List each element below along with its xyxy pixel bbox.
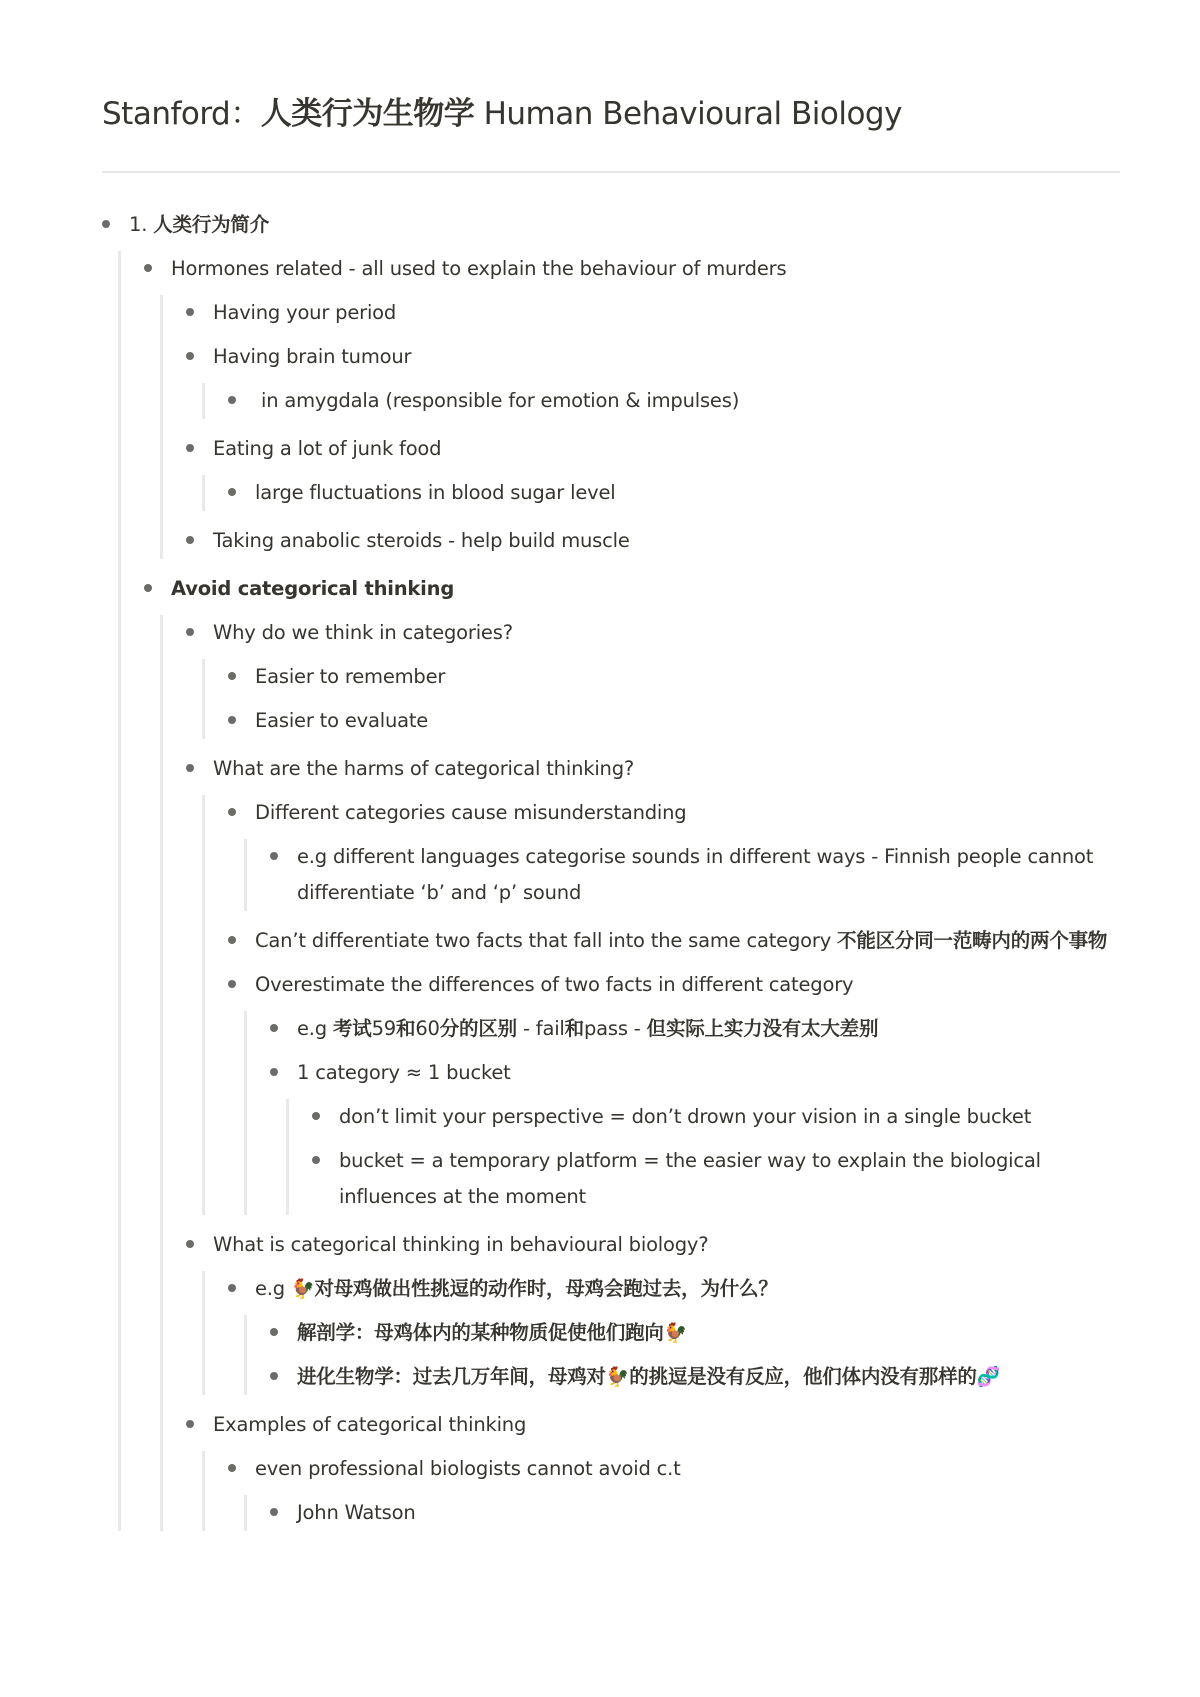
- list-item-bucket: [270, 1055, 1122, 1215]
- title-prefix: Stanford：: [102, 96, 261, 132]
- exam-eg-cn-2: 和: [396, 1017, 416, 1040]
- list-item-evaluate: [228, 703, 1122, 739]
- exam-eg-prefix: e.g: [297, 1017, 333, 1040]
- examples-children: [202, 1451, 1122, 1531]
- title-english: Human Behavioural Biology: [474, 96, 902, 132]
- list-item-harms: [186, 751, 1122, 1215]
- list-item-blood-sugar: [228, 475, 1122, 511]
- list-item-what-is: [186, 1227, 1122, 1395]
- list-item-why: [186, 615, 1122, 739]
- professional-children: [244, 1495, 1122, 1531]
- exam-eg-cn-1: 考试: [332, 1017, 372, 1040]
- anatomy-text: 解剖学：母鸡体内的某种物质促使他们跑向: [297, 1321, 664, 1344]
- section-heading: [129, 207, 1122, 243]
- title-chinese: 人类行为生物学: [260, 96, 475, 132]
- hen-example-label: [255, 1271, 1122, 1307]
- anatomy-label: [297, 1315, 1122, 1351]
- watson-text: John Watson: [297, 1501, 416, 1524]
- bucket-1-text: don’t limit your perspective = don’t drown your vision in a single bucket: [339, 1105, 1032, 1128]
- list-item-harm-1-example: [270, 839, 1122, 911]
- evaluate-text: Easier to evaluate: [255, 709, 429, 732]
- exam-eg-pass: pass -: [583, 1017, 647, 1040]
- junk-food-text: Eating a lot of junk food: [213, 437, 442, 460]
- bucket-text: 1 category ≈ 1 bucket: [297, 1061, 511, 1084]
- remember-text: Easier to remember: [255, 665, 446, 688]
- list-item-harm-2: [228, 923, 1122, 959]
- evolution-label: [297, 1359, 1122, 1395]
- exam-eg-cn-3: 分的区别: [439, 1017, 517, 1040]
- list-item-harm-3: [228, 967, 1122, 1215]
- evolution-text-b: 的挑逗是没有反应，他们体内没有那样的: [629, 1365, 977, 1388]
- list-item-anatomy: [270, 1315, 1122, 1351]
- list-item-harm-1: [228, 795, 1122, 911]
- tumour-text: Having brain tumour: [213, 345, 412, 368]
- professional-text: even professional biologists cannot avoid c.t: [255, 1457, 681, 1480]
- list-item-steroids: [186, 523, 1122, 559]
- list-item-exam-example: [270, 1011, 1122, 1047]
- hen-eg-chinese: 对母鸡做出性挑逗的动作时，母鸡会跑过去，为什么？: [314, 1277, 778, 1300]
- harm-3-text: Overestimate the differences of two facts in different category: [255, 973, 854, 996]
- rooster-icon: 🐓: [605, 1366, 630, 1388]
- exam-eg-cn-5: 但实际上实力没有太大差别: [646, 1017, 879, 1040]
- hen-eg-prefix: e.g: [255, 1277, 291, 1300]
- steroids-text: Taking anabolic steroids - help build muscle: [213, 529, 630, 552]
- hormones-children: [160, 295, 1122, 559]
- exam-eg-num-1: 59: [371, 1017, 397, 1040]
- harms-children: [202, 795, 1122, 1215]
- harm-1-text: Different categories cause misunderstanding: [255, 801, 687, 824]
- outline-root: [102, 207, 1122, 1543]
- page-title: [102, 88, 902, 133]
- list-item-hen-example: [228, 1271, 1122, 1395]
- harm-1-children: [244, 839, 1122, 911]
- bucket-children: [286, 1099, 1122, 1215]
- list-item-tumour: [186, 339, 1122, 419]
- evolution-text-a: 进化生物学：过去几万年间，母鸡对: [297, 1365, 606, 1388]
- list-item-examples: [186, 1407, 1122, 1531]
- list-item-bucket-2: [312, 1143, 1122, 1215]
- section-number: 1.: [129, 213, 148, 236]
- section-children: [118, 251, 1122, 1531]
- list-item-bucket-1: [312, 1099, 1122, 1135]
- period-text: Having your period: [213, 301, 397, 324]
- list-item-professional: [228, 1451, 1122, 1531]
- harms-text: What are the harms of categorical thinking?: [213, 757, 635, 780]
- tumour-children: [202, 383, 1122, 419]
- what-is-text: What is categorical thinking in behavioural biology?: [213, 1233, 709, 1256]
- exam-example-label: [297, 1011, 1122, 1047]
- harm-3-children: [244, 1011, 1122, 1215]
- amygdala-text: in amygdala (responsible for emotion & impulses): [255, 389, 740, 412]
- hormones-text: Hormones related - all used to explain the behaviour of murders: [171, 257, 787, 280]
- blood-sugar-text: large fluctuations in blood sugar level: [255, 481, 616, 504]
- junk-food-children: [202, 475, 1122, 511]
- list-item-section-1: [102, 207, 1122, 1531]
- section-title: 人类行为简介: [153, 213, 270, 236]
- harm-1-example-text: e.g different languages categorise sounds in different ways - Finnish people cannot differentiate ‘b’ and ‘p’ sound: [297, 845, 1094, 904]
- rooster-icon: 🐓: [290, 1278, 315, 1300]
- dna-icon: 🧬: [976, 1366, 1001, 1388]
- title-divider: [102, 171, 1120, 173]
- exam-eg-cn-4: 和: [564, 1017, 584, 1040]
- list-item-categorical: [144, 571, 1122, 1531]
- harm-2-chinese: 不能区分同一范畴内的两个事物: [837, 929, 1108, 952]
- categorical-heading: Avoid categorical thinking: [171, 577, 455, 600]
- why-text: Why do we think in categories?: [213, 621, 513, 644]
- list-item-amygdala: [228, 383, 1122, 419]
- what-is-children: [202, 1271, 1122, 1395]
- list-item-hormones: [144, 251, 1122, 559]
- harm-2-label: [255, 923, 1122, 959]
- list-item-remember: [228, 659, 1122, 695]
- rooster-icon: 🐓: [663, 1322, 688, 1344]
- bucket-2-text: bucket = a temporary platform = the easier way to explain the biological influences at the moment: [339, 1149, 1041, 1208]
- list-item-evolution: [270, 1359, 1122, 1395]
- harm-2-text: Can’t differentiate two facts that fall into the same category: [255, 929, 838, 952]
- exam-eg-num-2: 60: [415, 1017, 440, 1040]
- categorical-children: [160, 615, 1122, 1531]
- hen-example-children: [244, 1315, 1122, 1395]
- list-item-junk-food: [186, 431, 1122, 511]
- list-item-period: [186, 295, 1122, 331]
- examples-text: Examples of categorical thinking: [213, 1413, 527, 1436]
- exam-eg-fail: - fail: [516, 1017, 565, 1040]
- why-children: [202, 659, 1122, 739]
- list-item-watson: [270, 1495, 1122, 1531]
